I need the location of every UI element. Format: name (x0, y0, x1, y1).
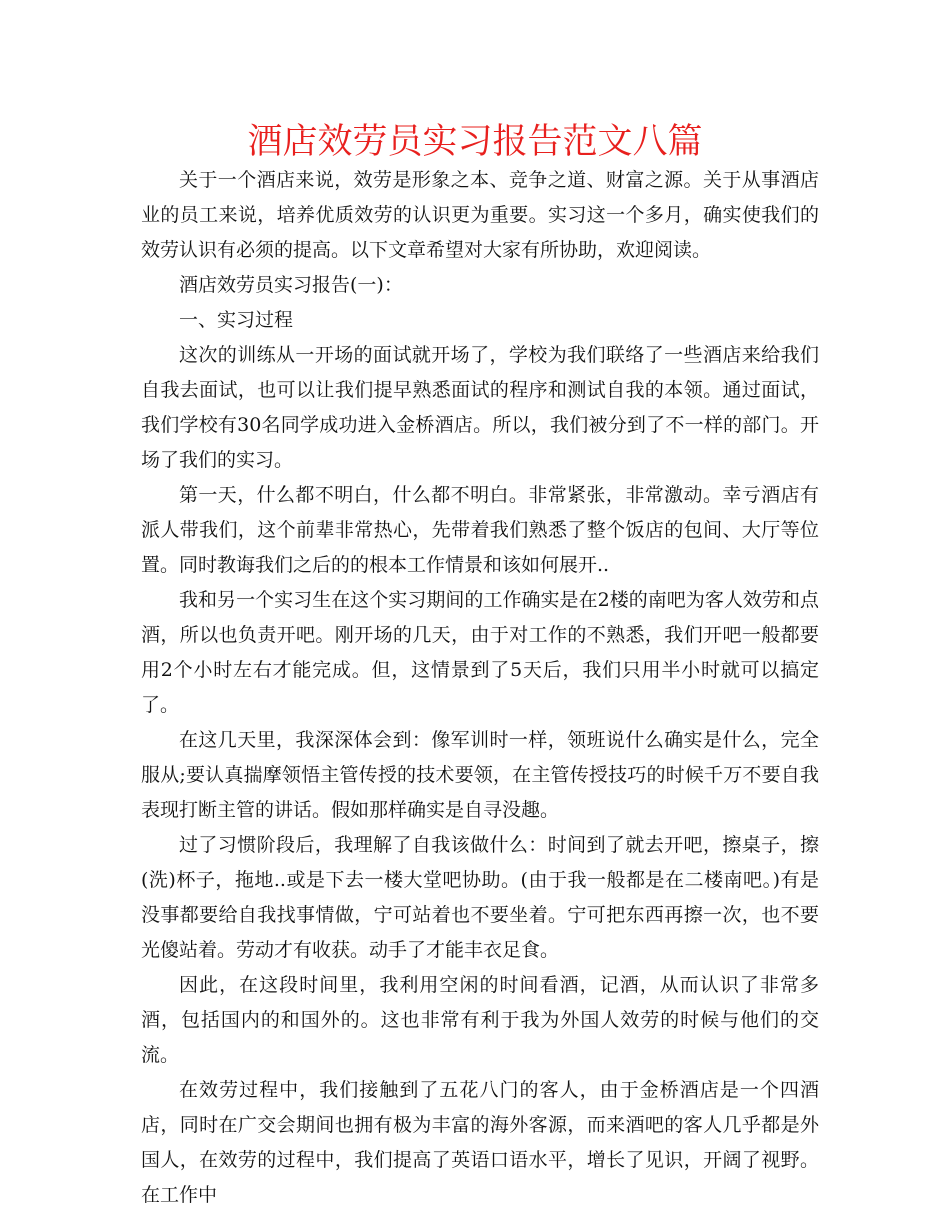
paragraph: 因此，在这段时间里，我利用空闲的时间看酒，记酒，从而认识了非常多酒，包括国内的和国外的。这也非常有利于我为外国人效劳的时候与他们的交流。 (141, 974, 819, 1066)
paragraph-report-heading: 酒店效劳员实习报告(一)： (179, 274, 403, 296)
paragraph: 在这几天里，我深深体会到：像军训时一样，领班说什么确实是什么，完全服从;要认真揣摩领悟主管传授的技术要领，在主管传授技巧的时候千万不要自我表现打断主管的讲话。假如那样确实是自寻没趣。 (141, 729, 819, 821)
paragraph: 第一天，什么都不明白，什么都不明白。非常紧张，非常激动。幸亏酒店有派人带我们，这个前辈非常热心，先带着我们熟悉了整个饭店的包间、大厅等位置。同时教诲我们之后的的根本工作情景和该如何展开.. (141, 484, 819, 576)
paragraph: 这次的训练从一开场的面试就开场了，学校为我们联络了一些酒店来给我们自我去面试，也可以让我们提早熟悉面试的程序和测试自我的本领。通过面试，我们学校有30名同学成功进入金桥酒店。所以，我们被分到了不一样的部门。开场了我们的实习。 (141, 344, 819, 471)
document-title: 酒店效劳员实习报告范文八篇 (247, 122, 703, 162)
paragraph-intro: 关于一个酒店来说，效劳是形象之本、竞争之道、财富之源。关于从事酒店业的员工来说，培养优质效劳的认识更为重要。实习这一个多月，确实使我们的效劳认识有必须的提高。以下文章希望对大家有所协助，欢迎阅读。 (141, 169, 819, 261)
paragraph-section-heading: 一、实习过程 (179, 309, 294, 331)
paragraph: 在效劳过程中，我们接触到了五花八门的客人，由于金桥酒店是一个四酒店，同时在广交会期间也拥有极为丰富的海外客源，而来酒吧的客人几乎都是外国人，在效劳的过程中，我们提高了英语口语水平，增长了见识，开阔了视野。在工作中 (141, 1079, 819, 1206)
paragraph: 过了习惯阶段后，我理解了自我该做什么：时间到了就去开吧，擦桌子，擦(洗)杯子，拖地..或是下去一楼大堂吧协助。(由于我一般都是在二楼南吧。)有是没事都要给自我找事情做，宁可站着也不要坐着。宁可把东西再擦一次，也不要光傻站着。劳动才有收获。动手了才能丰衣足食。 (141, 834, 819, 961)
document-body (141, 163, 819, 1213)
paragraph: 我和另一个实习生在这个实习期间的工作确实是在2楼的南吧为客人效劳和点酒，所以也负责开吧。刚开场的几天，由于对工作的不熟悉，我们开吧一般都要用2个小时左右才能完成。但，这情景到了5天后，我们只用半小时就可以搞定了。 (141, 589, 819, 716)
